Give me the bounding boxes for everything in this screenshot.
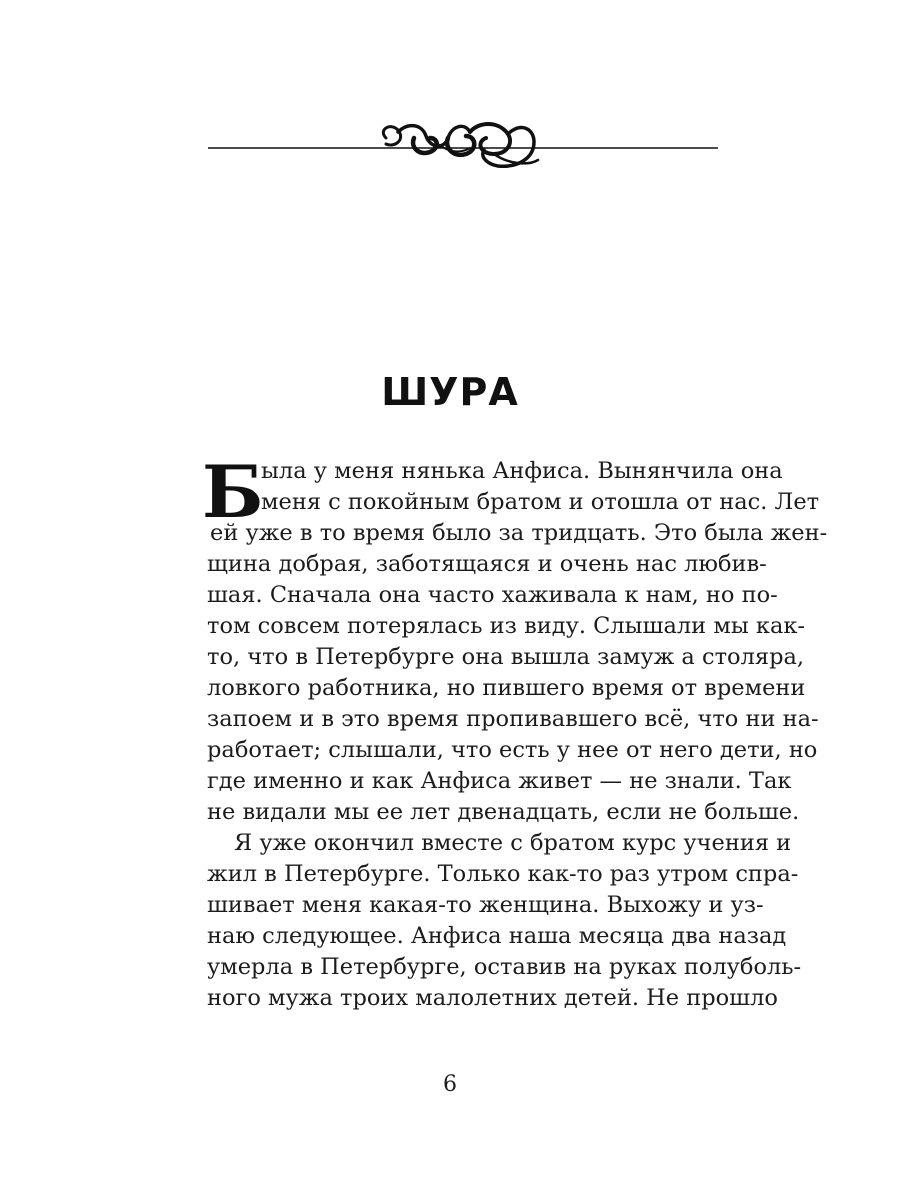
text-line: где именно и как Анфиса живет — не знали. Так: [207, 768, 792, 794]
text-line: ловкого работника, но пившего время от времени: [207, 675, 806, 701]
text-line: умерла в Петербурге, оставив на руках полуболь-: [207, 954, 802, 980]
text-line: наю следующее. Анфиса наша месяца два назад: [207, 923, 787, 949]
text-line: не видали мы ее лет двенадцать, если не больше.: [207, 799, 800, 825]
text-line: меня с покойным братом и отошла от нас. Лет: [261, 489, 820, 515]
text-line: ей уже в то время было за тридцать. Это была жен-: [210, 520, 828, 546]
text-line: Я уже окончил вместе с братом курс учения и: [234, 830, 792, 856]
ornament-divider: [208, 108, 718, 188]
text-line: то, что в Петербурге она вышла замуж а столяра,: [207, 644, 805, 670]
text-line: щина добрая, заботящаяся и очень нас любив-: [207, 551, 767, 577]
text-line: том совсем потерялась из виду. Слышали мы как-: [207, 613, 806, 639]
text-line: жил в Петербурге. Только как-то раз утром спра-: [207, 861, 799, 887]
drop-cap: Б: [202, 449, 264, 534]
text-line: шивает меня какая-то женщина. Выхожу и уз-: [207, 892, 764, 918]
text-line: работает; слышали, что есть у нее от него дети, но: [207, 737, 818, 763]
text-line: ного мужа троих малолетних детей. Не прошло: [207, 985, 778, 1011]
page-number: 6: [443, 1072, 457, 1097]
text-line: запоем и в это время пропивавшего всё, что ни на-: [207, 706, 819, 732]
flourish-icon: [383, 124, 538, 166]
chapter-title: ШУРА: [381, 370, 519, 414]
text-line: шая. Сначала она часто хаживала к нам, но по-: [207, 582, 778, 608]
text-line: ыла у меня нянька Анфиса. Вынянчила она: [261, 458, 783, 484]
